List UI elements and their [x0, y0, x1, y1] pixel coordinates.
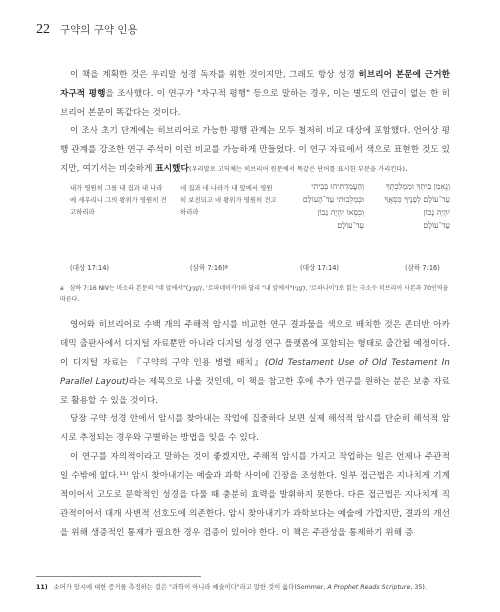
table-footnote-text: 삼하 7:16 NIV는 마소라 본문의 "네 앞에서"(לְפָנֶיךָ, '르파네이카')와 달리 "내 앞에서"(לְפָנַי, '르파나이')로 읽는 극소수 히브리어 사본과 70인역을 따른다. — [60, 285, 449, 303]
para1-text: 이 책을 계획한 것은 우리말 성경 독자를 위한 것이지만, 그래도 항상 성경 — [70, 70, 359, 80]
hebrew-line: וּבְמַלְכוּתִי עַד־הָעוֹלָם — [302, 195, 364, 204]
reference-4: (삼하 7:16) — [405, 264, 440, 272]
hebrew-line: וְנֶאְמַן בֵּיתְךָ וּמַמְלַכְתְּךָ — [385, 182, 450, 191]
footnote-text-end: , 35). — [410, 584, 427, 591]
table-references — [60, 262, 450, 274]
hebrew-line: וְכִסְאוֹ יִהְיֶה נָכוֹן — [317, 208, 364, 217]
page-number: 22 — [36, 22, 50, 37]
paragraph-5 — [60, 448, 450, 543]
reference-3: (대상 17:14) — [300, 264, 339, 272]
para1-bold: 히브리어 본문에 근거한 자구적 평행 — [60, 70, 451, 99]
para2-note: (우리말로 고딕체는 히브리어 원문에서 똑같은 단어를 표시한 부분을 가리킨다) — [188, 166, 405, 173]
para3-text: 영어와 히브리어로 수백 개의 주해적 암시를 비교한 연구 결과물을 색으로 배치한 것은 존더반 아카데믹 출판사에서 디지털 자료뿐만 아니라 디지털 성경 연구 플랫폼에 포함되는 형태로 출간될 예정이다. 이 디지털 자료는 『구약의 구약 인용 병렬 배치』 — [60, 320, 450, 368]
para4-text: 당장 구약 성경 안에서 암시를 찾아내는 작업에 집중하다 보면 실제 해석적 암시를 단순히 해석적 암시로 추정되는 경우와 구별하는 방법을 잊을 수 있다. — [60, 414, 450, 443]
table-cell-korean-2: 네 집과 네 나라가 내 앞에서 영원히 보전되고 네 왕위가 영원히 견고하리라 — [180, 184, 277, 216]
footnote-divider — [36, 576, 201, 577]
paragraph-4 — [60, 410, 450, 448]
paragraph-3 — [60, 316, 450, 411]
para3-text-end: 라는 제목으로 나올 것인데, 이 책을 참고한 후에 추가 연구를 원하는 분은 보충 자료로 활용할 수 있을 것이다. — [60, 377, 450, 406]
table-cell-hebrew-1 — [288, 180, 364, 232]
hebrew-line: עַד־עוֹלָם — [423, 221, 450, 230]
para5-text: 이 연구를 자의적이라고 말하는 것이 좋겠지만, 주해적 암시를 가지고 작업하는 일은 언제나 주관적일 수밖에 없다.¹¹⁾ 암시 찾아내기는 예술과 과학 사이에 긴장을 조성한다. 일부 접근법은 지나치게 기계적이어서 고도로 문학적인 성경을 다룰 때 충분히 효력을 발휘하지 못한다. 다른 접근법은 지나치게 직관적이어서 대개 사변적 선호도에 의존한다. 암시 찾아내기가 과학보다는 예술에 가깝지만, 결과의 개선을 위해 생증적인 통제가 필요한 경우 검증이 있어야 한다. 이 책은 주관성을 통제하기 위해 증 — [60, 452, 450, 538]
footnote-mark: 11) — [36, 584, 48, 591]
paragraph-2 — [60, 122, 450, 179]
page-header — [36, 22, 138, 38]
paragraph-1 — [60, 66, 450, 123]
reference-1: (대상 17:14) — [70, 264, 109, 272]
para2-text: 이 조사 초기 단계에는 히브리어로 가능한 평행 관계는 모두 철저히 비교 대상에 포함했다. 언어상 평행 관계를 강조한 연구 주석이 이런 비교를 가능하게 만들었다. 이 연구 자료에서 색으로 표현한 것도 있지만, 여기서는 비슷하게 — [60, 126, 450, 174]
reference-2: (삼하 7:16)ª — [190, 264, 228, 272]
para1-text-end: 을 조사했다. 이 연구가 "자구적 평행" 등으로 말하는 경우, 이는 별도의 언급이 없는 한 히브리어 본문이 똑같다는 것이다. — [60, 89, 450, 118]
hebrew-line: וְהַעֲמַדְתִּיהוּ בְּבֵיתִי — [311, 182, 364, 191]
hebrew-line: יִהְיֶה נָכוֹן — [423, 208, 450, 217]
para2-end: . — [404, 164, 408, 174]
footnote-book-title: A Prophet Reads Scripture — [327, 584, 411, 591]
footnote-11 — [36, 582, 456, 593]
table-footnote-label: a — [60, 285, 64, 292]
footnote-text: 소머가 암시에 대한 증거를 측정하는 걸은 "과학이 아니라 예술이다"라고 말한 것이 옳다(Sommer, — [53, 584, 328, 591]
table-footnote — [60, 283, 450, 305]
running-title: 구약의 구약 인용 — [60, 24, 138, 36]
table-cell-korean-1: 내가 영원히 그를 내 집과 내 나라에 세우리니 그의 왕위가 영원히 견고하리라 — [70, 184, 167, 216]
table-cell-hebrew-2 — [370, 180, 450, 232]
para2-bold: 표시했다 — [155, 164, 189, 174]
para3-english-title: (Old Testament Use of Old Testament In Parallel Layout) — [60, 358, 450, 387]
hebrew-line: עַד־עוֹלָם לְפָנֶיךָ כִּסְאֲךָ — [384, 195, 450, 204]
hebrew-line: עַד־עוֹלָם — [337, 221, 364, 230]
parallel-table — [60, 176, 450, 266]
